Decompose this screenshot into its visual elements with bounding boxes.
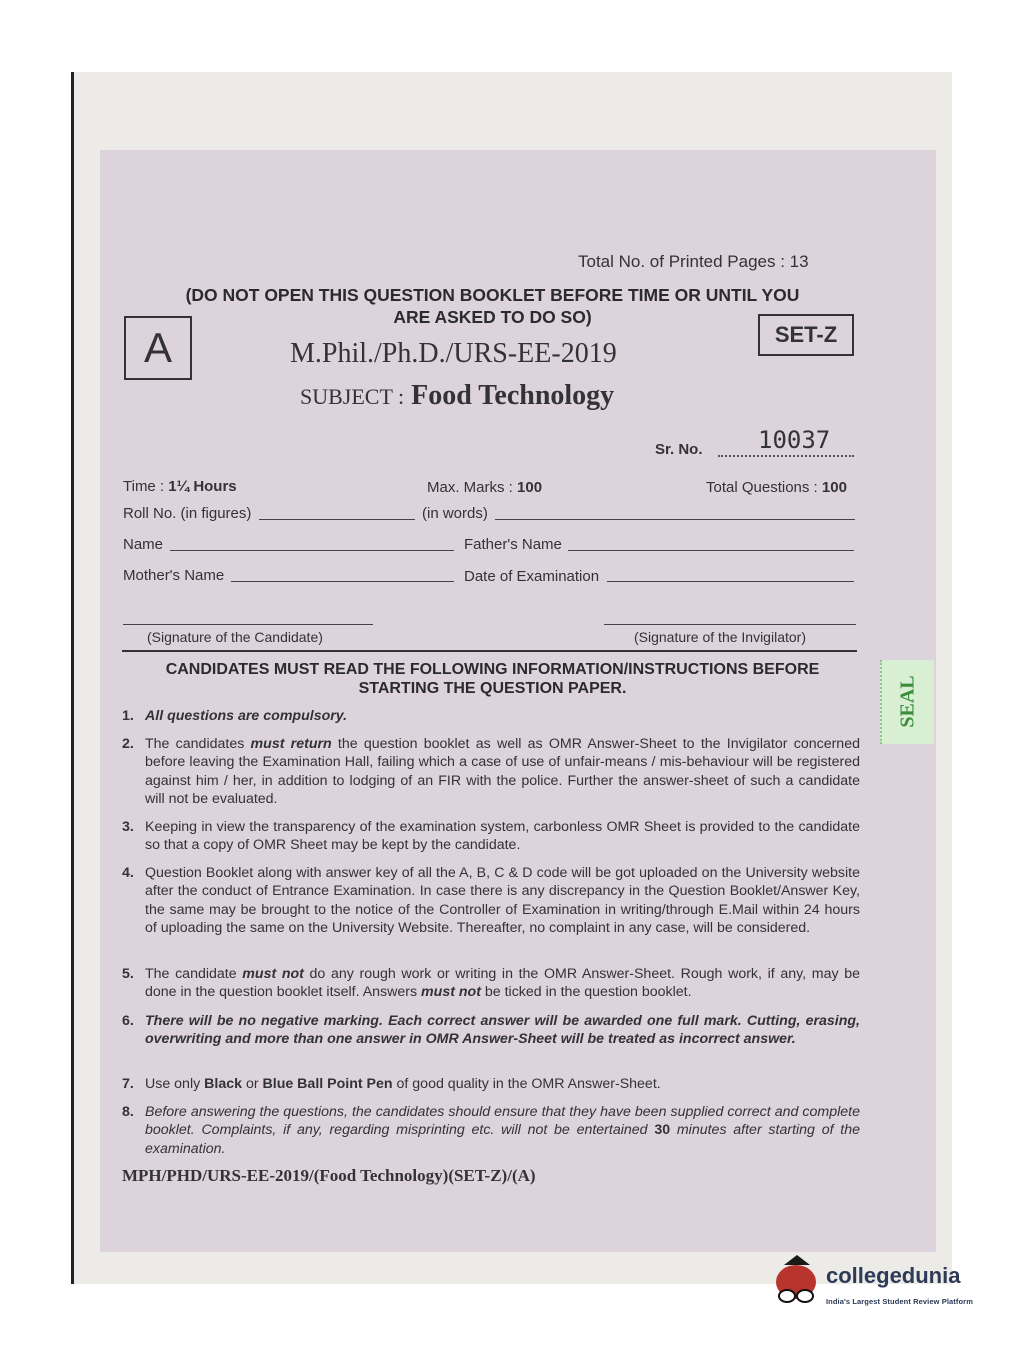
- total-questions-field: Total Questions : 100: [706, 479, 847, 496]
- sr-no-label: Sr. No.: [655, 441, 703, 458]
- set-code-box: SET-Z: [758, 314, 854, 356]
- collegedunia-watermark: [770, 1251, 1000, 1321]
- graduation-cap-icon: [784, 1255, 810, 1265]
- time-field: Time : 1¼ Hours: [123, 478, 237, 495]
- section-divider: [122, 650, 857, 652]
- name-label: Name: [123, 536, 164, 553]
- date-of-exam-input[interactable]: [607, 581, 854, 582]
- instruction-item: 8. Before answering the questions, the candidates should ensure that they have been supplied correct and complete booklet. Complaints, if any, regarding misprinting etc. will not be entertained 30 minutes after starting of the examination.: [122, 1104, 861, 1157]
- booklet-footer-code: MPH/PHD/URS-EE-2019/(Food Technology)(SET-Z)/(A): [122, 1166, 536, 1185]
- invigilator-signature-line[interactable]: [604, 624, 856, 625]
- instruction-item: 5. The candidate must not do any rough work or writing in the OMR Answer-Sheet. Rough work, if any, may be done in the question booklet itself. Answers must not be ticked in the question booklet.: [122, 966, 860, 1001]
- mother-name-label: Mother's Name: [123, 567, 225, 584]
- watermark-brand-name: collegedunia: [826, 1263, 961, 1288]
- roll-no-figures-input[interactable]: [259, 519, 415, 520]
- instruction-item: 7. Use only Black or Blue Ball Point Pen of good quality in the OMR Answer-Sheet.: [122, 1076, 661, 1092]
- subject-label: SUBJECT :: [300, 384, 405, 409]
- roll-no-words-label: (in words): [422, 505, 488, 522]
- father-name-label: Father's Name: [464, 536, 562, 553]
- booklet-code-box: A: [124, 316, 192, 380]
- sr-no-value: 10037: [758, 426, 831, 454]
- total-printed-pages: Total No. of Printed Pages : 13: [578, 252, 809, 271]
- candidate-signature-label: (Signature of the Candidate): [147, 629, 323, 645]
- watermark-tagline: India's Largest Student Review Platform: [826, 1297, 973, 1306]
- seal-strip: [880, 660, 934, 744]
- roll-no-figures-label: Roll No. (in figures): [123, 505, 252, 522]
- father-name-input[interactable]: [568, 550, 854, 551]
- candidate-signature-line[interactable]: [123, 624, 373, 625]
- instruction-item: 6. There will be no negative marking. Each correct answer will be awarded one full mark. Cutting, erasing, overwriting and more than one answer in OMR Answer-Sheet will be treated as incorrect answer.: [122, 1013, 860, 1048]
- subject-line: [300, 380, 614, 412]
- subject-value: Food Technology: [411, 380, 615, 411]
- do-not-open-notice: (DO NOT OPEN THIS QUESTION BOOKLET BEFORE TIME OR UNTIL YOU ARE ASKED TO DO SO): [185, 285, 800, 327]
- instructions-heading: CANDIDATES MUST READ THE FOLLOWING INFORMATION/INSTRUCTIONS BEFORE STARTING THE QUESTION PAPER.: [165, 661, 820, 697]
- glasses-icon: [778, 1289, 814, 1301]
- date-of-exam-label: Date of Examination: [464, 568, 600, 585]
- max-marks-field: Max. Marks : 100: [427, 479, 543, 496]
- invigilator-signature-label: (Signature of the Invigilator): [634, 629, 806, 645]
- mother-name-input[interactable]: [231, 581, 454, 582]
- exam-title: M.Phil./Ph.D./URS-EE-2019: [290, 338, 617, 369]
- instruction-item: 3. Keeping in view the transparency of the examination system, carbonless OMR Sheet is provided to the candidate so that a copy of OMR Sheet may be kept by the candidate.: [122, 819, 860, 854]
- name-input[interactable]: [170, 550, 454, 551]
- instruction-item: 2. The candidates must return the question booklet as well as OMR Answer-Sheet to the Invigilator concerned before leaving the Examination Hall, failing which a case of use of unfair-means / mis-behaviour will be registered against him / her, in addition to lodging of an FIR with the police. Further the answer-sheet of such a candidate will not be evaluated.: [122, 736, 860, 808]
- instruction-item: 4. Question Booklet along with answer key of all the A, B, C & D code will be got uploaded on the University website after the conduct of Entrance Examination. In case there is any discrepancy in the Question Booklet/Answer Key, the same may be brought to the notice of the Controller of Examination in writing/through E.Mail within 24 hours of uploading the same on the University Website. Thereafter, no complaint in any case, will be considered.: [122, 865, 860, 937]
- roll-no-words-input[interactable]: [495, 519, 855, 520]
- seal-label: SEAL: [896, 675, 919, 728]
- instruction-item: 1. All questions are compulsory.: [122, 708, 348, 724]
- scan-edge-shadow: [71, 72, 74, 1284]
